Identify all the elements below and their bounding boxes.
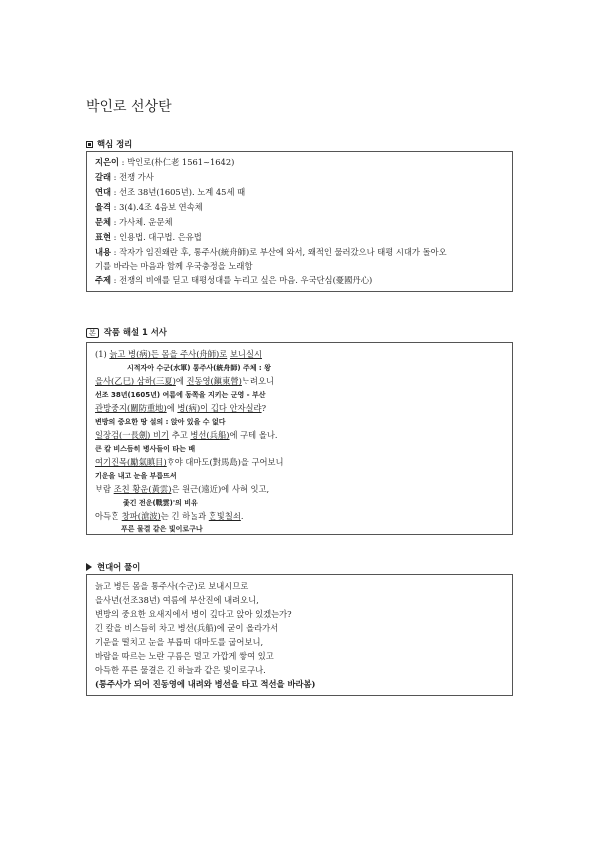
section-analysis-heading — [86, 326, 167, 338]
value: 전쟁의 비애를 딛고 태평성대를 누리고 싶은 마음. 우국단심(憂國丹心) — [119, 275, 373, 285]
value: 인용법. 대구법. 은유법 — [119, 232, 202, 242]
u-text: 조친 황운(黃雲) — [113, 484, 172, 494]
key: 지은이 — [95, 157, 120, 167]
verse-line-7 — [95, 511, 244, 522]
page-title: 박인로 선상탄 — [86, 99, 172, 115]
row-expression: 표현 : 인용법. 대구법. 은유법 — [95, 232, 202, 242]
section-tag-icon: 본 — [86, 328, 99, 338]
u-text: 진동영(鎭東營) — [186, 376, 242, 386]
text: ? — [261, 403, 267, 413]
u-text: 병선(兵船) — [190, 430, 230, 440]
modern-line-7: 아득한 푸른 물결은 긴 하늘과 같은 빛이로구나. — [95, 665, 266, 675]
gloss-2: 선조 38년(1605년) 여름에 동쪽을 지키는 군영 - 부산 — [95, 391, 266, 399]
u-text: 관방중지(關防重地) — [95, 403, 167, 413]
value: 박인로(朴仁老 1561~1642) — [127, 157, 235, 167]
text: 추고 — [169, 430, 191, 440]
u-text: 늙고 병(病)든 몸을 주사(舟師)로 — [109, 349, 228, 359]
text: ᄂᆞ려오니 — [241, 376, 274, 386]
text: ᄇᆞ람 — [95, 484, 114, 494]
row-author: 지은이 : 박인로(朴仁老 1561~1642) — [95, 157, 235, 167]
key: 갈래 — [95, 172, 112, 182]
u-text: 을사(乙巳) 삼하(三夏) — [95, 376, 176, 386]
gloss-7: 푸른 물결 같은 빛이로구나 — [121, 525, 203, 533]
modern-line-3: 변방의 중요한 요새지에서 병이 깊다고 앉아 있겠는가? — [95, 609, 292, 619]
verse-line-5 — [95, 457, 284, 468]
text: 은 원근(遠近)에 사혀 잇고, — [171, 484, 270, 494]
u-text: ᄒᆞᆫ빛칠쇠 — [208, 511, 241, 521]
text: ᄒᆞ야 대마도(對馬島)을 구어보니 — [166, 457, 284, 467]
verse-line-6 — [95, 484, 269, 495]
row-genre: 갈래 : 전쟁 가사 — [95, 172, 154, 182]
prefix: (1) — [95, 349, 110, 359]
key: 문체 — [95, 217, 112, 227]
u-text: 여기진목(勵氣瞋目) — [95, 457, 167, 467]
verse-line-2 — [95, 376, 274, 387]
section-core-summary-heading — [86, 138, 132, 150]
row-date: 연대 : 선조 38년(1605년). 노계 45세 때 — [95, 187, 246, 197]
text: 에 구테 올나. — [229, 430, 278, 440]
value: 작자가 임진왜란 후, 통주사(統舟師)로 부산에 와서, 왜적인 물러갔으나 태평 시대가 돌아오 — [119, 247, 447, 257]
u-text: 일장검(一長劍) 비기 — [95, 430, 170, 440]
text: 는 긴 하ᄂᆞᆯ과 — [160, 511, 209, 521]
text: 에 — [166, 403, 178, 413]
value: 전쟁 가사 — [119, 172, 154, 182]
modern-summary: (통주사가 되어 진동영에 내려와 병선을 타고 적선을 바라봄) — [95, 679, 316, 689]
value: 3(4).4조 4음보 연속체 — [119, 202, 203, 212]
text: 아득ᄒᆞᆫ — [95, 511, 122, 521]
gloss-3: 변방의 중요한 땅 설의 : 앉아 있을 수 없다 — [95, 418, 226, 426]
row-style: 문체 : 가사체. 운문체 — [95, 217, 173, 227]
square-bullet-icon — [86, 141, 93, 148]
value: 선조 38년(1605년). 노계 45세 때 — [119, 187, 246, 197]
modern-line-6: 바람을 따르는 노란 구름은 멀고 가깝게 쌓여 있고 — [95, 651, 274, 661]
modern-line-2: 을사년(선조38년) 여름에 부산진에 내려오니, — [95, 595, 259, 605]
u-text: 병(病)이 깁다 안자실랴 — [177, 403, 262, 413]
section-label: 핵심 정리 — [97, 139, 133, 149]
row-content: 내용 : 작자가 임진왜란 후, 통주사(統舟師)로 부산에 와서, 왜적인 물러갔으나 태평 시대가 돌아오 — [95, 247, 447, 257]
modern-line-4: 긴 칼을 비스듬히 차고 병선(兵船)에 굳이 올라가서 — [95, 623, 279, 633]
modern-line-5: 기운을 떨치고 눈을 부릅떠 대마도를 굽어보니, — [95, 637, 264, 647]
value: 기를 바라는 마음과 함께 우국충정을 노래함 — [95, 261, 253, 271]
row-content-cont — [95, 261, 252, 272]
verse-line-3 — [95, 403, 266, 414]
triangle-bullet-icon — [86, 563, 92, 571]
gloss-5: 기운을 내고 눈을 부릅뜨셔 — [95, 472, 177, 480]
row-meter: 율격 : 3(4).4조 4음보 연속체 — [95, 202, 203, 212]
modern-line-1: 늙고 병든 몸을 통주사(수군)로 보내시므로 — [95, 581, 249, 591]
value: 가사체. 운문체 — [119, 217, 173, 227]
u-text: 창파(滄波) — [121, 511, 161, 521]
section-label: 작품 해설 1 서사 — [103, 327, 167, 337]
key: 주제 — [95, 275, 112, 285]
section-modern-heading — [86, 561, 140, 573]
key: 표현 — [95, 232, 112, 242]
key: 연대 — [95, 187, 112, 197]
modern-translation-box — [86, 574, 513, 696]
u-text: 보니실시 — [229, 349, 262, 359]
verse-line-4 — [95, 430, 278, 441]
text: 에 — [175, 376, 187, 386]
gloss-4: 큰 칼 비스듬히 병사들이 타는 배 — [95, 445, 196, 453]
text: . — [240, 511, 244, 521]
key: 내용 — [95, 247, 112, 257]
gloss-1: 시적자아 수군(水軍) 통주사(統舟師) 주체 : 왕 — [127, 364, 271, 372]
analysis-box — [86, 342, 513, 535]
row-theme: 주제 : 전쟁의 비애를 딛고 태평성대를 누리고 싶은 마음. 우국단심(憂國丹心) — [95, 275, 373, 285]
key: 율격 — [95, 202, 112, 212]
verse-line-1 — [95, 349, 262, 360]
section-label: 현대어 풀이 — [97, 562, 141, 572]
core-summary-box — [86, 151, 513, 292]
gloss-6: 좇긴 전운(戰雲)'의 비유 — [123, 499, 198, 507]
